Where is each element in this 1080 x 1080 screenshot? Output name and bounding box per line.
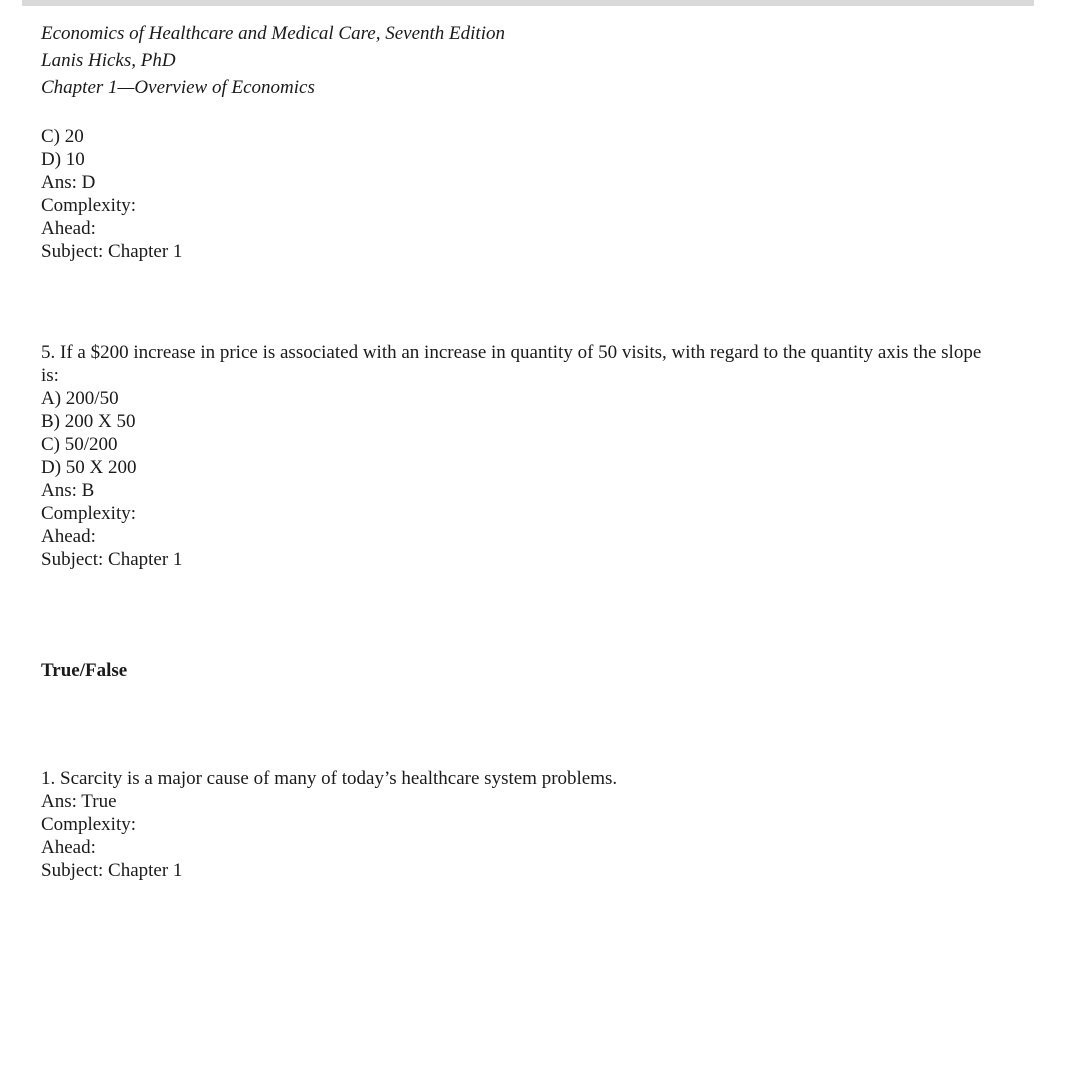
top-scroll-edge	[22, 0, 1034, 6]
option-c: C) 20	[41, 126, 84, 147]
question-5	[41, 341, 1041, 571]
subject: Subject: Chapter 1	[41, 860, 183, 881]
ahead: Ahead:	[41, 218, 96, 239]
ahead: Ahead:	[41, 526, 96, 547]
complexity: Complexity:	[41, 814, 136, 835]
ahead: Ahead:	[41, 837, 96, 858]
book-title: Economics of Healthcare and Medical Care, Seventh Edition	[41, 23, 505, 44]
tf-question-1-text: 1. Scarcity is a major cause of many of today’s healthcare system problems.	[41, 768, 618, 789]
option-d: D) 50 X 200	[41, 457, 137, 478]
complexity: Complexity:	[41, 195, 136, 216]
question-5-text: 5. If a $200 increase in price is associated with an increase in quantity of 50 visits, with regard to the quantity axis the slope is:	[41, 342, 982, 386]
option-c: C) 50/200	[41, 434, 118, 455]
chapter-title: Chapter 1—Overview of Economics	[41, 77, 315, 98]
section-heading-true-false: True/False	[41, 660, 128, 681]
true-false-question-1	[41, 767, 1041, 882]
answer: Ans: B	[41, 480, 95, 501]
option-d: D) 10	[41, 149, 85, 170]
author: Lanis Hicks, PhD	[41, 50, 176, 71]
answer: Ans: True	[41, 791, 117, 812]
document-page	[41, 20, 1041, 882]
answer: Ans: D	[41, 172, 96, 193]
option-b: B) 200 X 50	[41, 411, 136, 432]
previous-question-tail	[41, 125, 1041, 263]
complexity: Complexity:	[41, 503, 136, 524]
subject: Subject: Chapter 1	[41, 241, 183, 262]
option-a: A) 200/50	[41, 388, 119, 409]
document-header	[41, 20, 1041, 101]
subject: Subject: Chapter 1	[41, 549, 183, 570]
